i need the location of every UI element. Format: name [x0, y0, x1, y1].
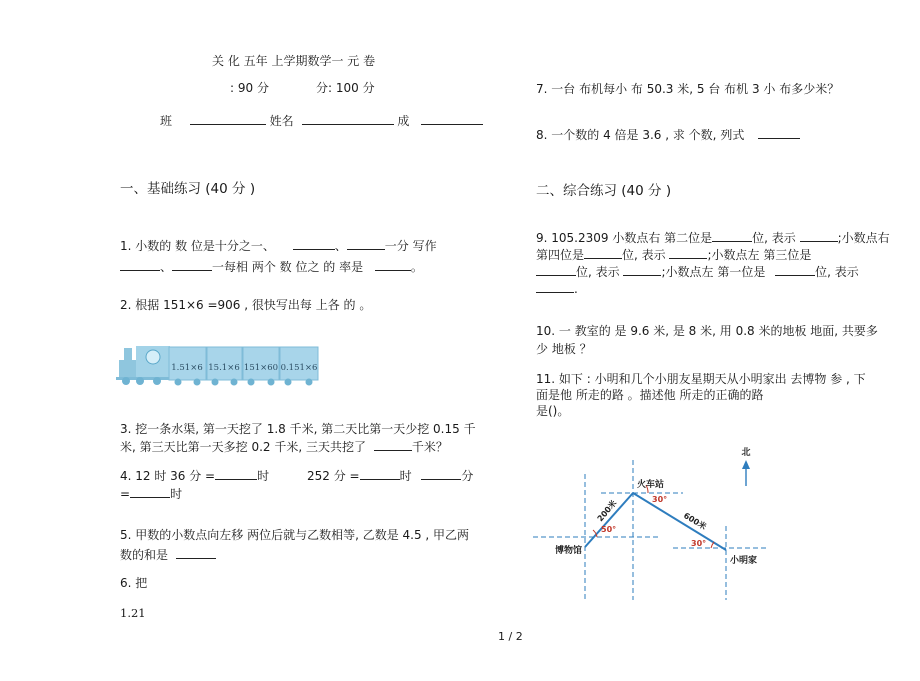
section-1-heading: 一、基础练习 (40 分 ) — [120, 181, 256, 197]
grade-blank[interactable] — [421, 112, 483, 125]
q1-blank-4[interactable] — [172, 258, 212, 271]
q1-blank-3[interactable] — [120, 258, 160, 271]
station-label: 火车站 — [637, 480, 665, 490]
question-1-line-2: 、 一每相 两个 数 位之 的 率是 。 — [120, 258, 423, 276]
north-label: 北 — [741, 448, 751, 458]
q9-blank-7[interactable] — [775, 263, 815, 276]
question-11-line-3: 是()。 — [536, 404, 570, 418]
exam-title: 关 化 五年 上学期数学一 元 卷 — [212, 54, 376, 68]
q5-blank[interactable] — [176, 546, 216, 559]
north-arrow — [742, 460, 750, 486]
distance-label-2: 600米 — [681, 510, 708, 532]
q9-blank-6[interactable] — [623, 263, 661, 276]
train-car-3-label: 151×60 — [243, 363, 279, 373]
q9-blank-8[interactable] — [536, 280, 574, 293]
q9-blank-5[interactable] — [536, 263, 576, 276]
home-label: 小明家 — [730, 556, 758, 566]
grade-label: 成 — [397, 114, 410, 128]
question-11-line-2: 面是他 所走的路 。描述他 所走的正确的路 — [536, 388, 764, 402]
q3-blank[interactable] — [374, 438, 412, 451]
question-1-line-1: 1. 小数的 数 位是十分之一、 、 一分 写作 — [120, 239, 437, 253]
exam-time: : 90 分 — [230, 81, 269, 95]
angle-arc-home — [711, 542, 714, 548]
question-5-line-1: 5. 甲数的小数点向左移 两位后就与乙数相等, 乙数是 4.5 , 甲乙两 — [120, 528, 470, 542]
q9-blank-1[interactable] — [712, 229, 752, 242]
question-9-line-4: . — [536, 280, 578, 298]
question-8: 8. 一个数的 4 倍是 3.6 , 求 个数, 列式 — [536, 126, 800, 144]
q4-blank-4[interactable] — [130, 485, 170, 498]
train-engine — [116, 346, 170, 385]
question-4-line-2: = 时 — [120, 487, 183, 501]
question-4-line-1: 4. 12 时 36 分 = 时 252 分 = 时 分 — [120, 469, 474, 483]
class-label: 班 — [160, 114, 173, 128]
q9-blank-2[interactable] — [800, 229, 838, 242]
train-car-2-label: 15.1×6 — [208, 363, 240, 373]
q4-blank-3[interactable] — [421, 467, 461, 480]
question-6: 6. 把 — [120, 576, 148, 590]
question-2: 2. 根据 151×6 =906 , 很快写出每 上各 的 。 — [120, 298, 372, 312]
question-11-line-1: 11. 如下 : 小明和几个小朋友星期天从小明家出 去博物 参 , 下 — [536, 372, 866, 386]
q4-blank-2[interactable] — [360, 467, 400, 480]
question-7: 7. 一台 布机每小 布 50.3 米, 5 台 布机 3 小 布多少米？ — [536, 82, 840, 96]
q8-blank[interactable] — [758, 126, 800, 139]
question-3-line-1: 3. 挖一条水渠, 第一天挖了 1.8 千米, 第二天比第一天少挖 0.15 千 — [120, 422, 476, 436]
class-blank[interactable] — [190, 112, 266, 125]
question-5-line-2: 数的和是 — [120, 546, 216, 564]
question-9-line-3: 位, 表示 ;小数点左 第一位是 位, 表示 — [536, 263, 859, 281]
student-info-row — [160, 112, 483, 130]
train-car-1-label: 1.51×6 — [171, 363, 203, 373]
angle-label-2: 50° — [601, 525, 617, 534]
question-3-line-2: 米, 第三天比第一天多挖 0.2 千米, 三天共挖了 千米？ — [120, 440, 448, 454]
angle-label-3: 30° — [691, 539, 707, 548]
q1-blank-1[interactable] — [293, 237, 335, 250]
question-10-line-2: 少 地板 ？ — [536, 342, 592, 356]
q1-blank-2[interactable] — [347, 237, 385, 250]
route-map — [533, 438, 773, 604]
question-9-line-2: 第四位是 位, 表示 ;小数点左 第三位是 — [536, 248, 812, 262]
museum-label: 博物馆 — [555, 546, 583, 556]
name-label: 姓名 — [269, 114, 294, 128]
angle-label-1: 30° — [652, 495, 668, 504]
question-6-value: 1.21 — [120, 606, 146, 620]
name-blank[interactable] — [302, 112, 394, 125]
q9-blank-3[interactable] — [584, 246, 622, 259]
train-car-4-label: 0.151×6 — [280, 363, 318, 373]
question-9-line-1: 9. 105.2309 小数点右 第二位是 位, 表示 ;小数点右 — [536, 231, 890, 245]
q1-blank-5[interactable] — [375, 258, 411, 271]
question-10-line-1: 10. 一 教室的 是 9.6 米, 是 8 米, 用 0.8 米的地板 地面, 共要多 — [536, 324, 878, 338]
q4-blank-1[interactable] — [215, 467, 257, 480]
train-illustration — [116, 342, 324, 388]
page-number: 1 / 2 — [498, 630, 523, 643]
distance-label-1: 200米 — [595, 498, 619, 524]
exam-score: 分: 100 分 — [316, 81, 375, 95]
q9-blank-4[interactable] — [669, 246, 707, 259]
section-2-heading: 二、综合练习 (40 分 ) — [536, 183, 672, 199]
